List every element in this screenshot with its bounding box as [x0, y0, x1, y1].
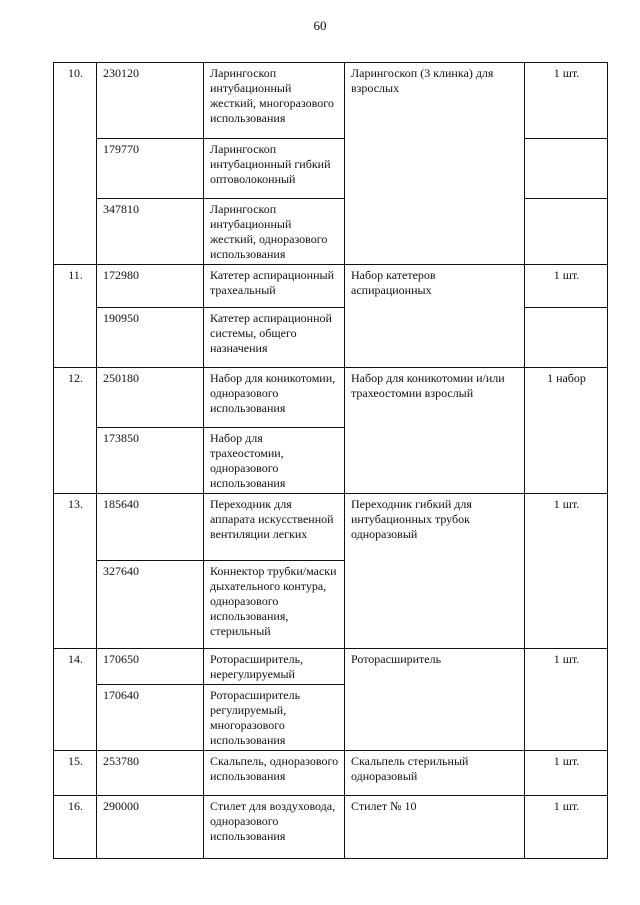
item-code: 253780 [97, 751, 204, 796]
table-row [54, 63, 608, 139]
table-row [54, 494, 608, 561]
table-row [54, 265, 608, 308]
item-name: Стилет для воздуховода, одноразового использования [204, 796, 345, 859]
item-number: 11. [54, 265, 97, 368]
item-code: 327640 [97, 561, 204, 649]
item-code: 172980 [97, 265, 204, 308]
quantity: 1 набор [525, 368, 608, 494]
item-name: Набор для трахеостомии, одноразового использования [204, 428, 345, 494]
table-row [54, 199, 608, 265]
item-code: 170640 [97, 685, 204, 751]
table-row [54, 368, 608, 428]
item-number: 13. [54, 494, 97, 649]
set-name: Переходник гибкий для интубационных трубок одноразовый [345, 494, 525, 649]
item-number: 10. [54, 63, 97, 265]
table-row [54, 751, 608, 796]
item-code: 230120 [97, 63, 204, 139]
set-name: Роторасширитель [345, 649, 525, 751]
set-name: Набор для коникотомии и/или трахеостомии взрослый [345, 368, 525, 494]
item-name: Катетер аспирационной системы, общего назначения [204, 308, 345, 368]
set-name: Набор катетеров аспирационных [345, 265, 525, 368]
item-number: 16. [54, 796, 97, 859]
quantity-empty [525, 199, 608, 265]
table-row [54, 796, 608, 859]
quantity-empty [525, 308, 608, 368]
item-name: Переходник для аппарата искусственной вентиляции легких [204, 494, 345, 561]
set-name: Скальпель стерильный одноразовый [345, 751, 525, 796]
set-name: Стилет № 10 [345, 796, 525, 859]
item-code: 173850 [97, 428, 204, 494]
item-name: Роторасширитель регулируемый, многоразового использования [204, 685, 345, 751]
page-number: 60 [313, 18, 327, 33]
set-name: Ларингоскоп (3 клинка) для взрослых [345, 63, 525, 265]
item-name: Коннектор трубки/маски дыхательного контура, одноразового использования, стерильный [204, 561, 345, 649]
item-name: Катетер аспирационный трахеальный [204, 265, 345, 308]
quantity: 1 шт. [525, 494, 608, 649]
item-name: Ларингоскоп интубационный жесткий, многоразового использования [204, 63, 345, 139]
quantity: 1 шт. [525, 751, 608, 796]
item-code: 179770 [97, 139, 204, 199]
item-name: Ларингоскоп интубационный гибкий оптоволоконный [204, 139, 345, 199]
quantity: 1 шт. [525, 265, 608, 308]
item-code: 170650 [97, 649, 204, 685]
table-row [54, 308, 608, 368]
quantity-empty [525, 139, 608, 199]
item-number: 14. [54, 649, 97, 751]
item-code: 250180 [97, 368, 204, 428]
quantity: 1 шт. [525, 649, 608, 751]
item-code: 347810 [97, 199, 204, 265]
item-code: 190950 [97, 308, 204, 368]
quantity: 1 шт. [525, 63, 608, 139]
equipment-table [53, 62, 608, 859]
item-number: 15. [54, 751, 97, 796]
quantity: 1 шт. [525, 796, 608, 859]
item-name: Ларингоскоп интубационный жесткий, одноразового использования [204, 199, 345, 265]
item-name: Скальпель, одноразового использования [204, 751, 345, 796]
table-row [54, 649, 608, 685]
item-code: 290000 [97, 796, 204, 859]
item-code: 185640 [97, 494, 204, 561]
item-name: Роторасширитель, нерегулируемый [204, 649, 345, 685]
item-number: 12. [54, 368, 97, 494]
table-row [54, 139, 608, 199]
item-name: Набор для коникотомии, одноразового использования [204, 368, 345, 428]
